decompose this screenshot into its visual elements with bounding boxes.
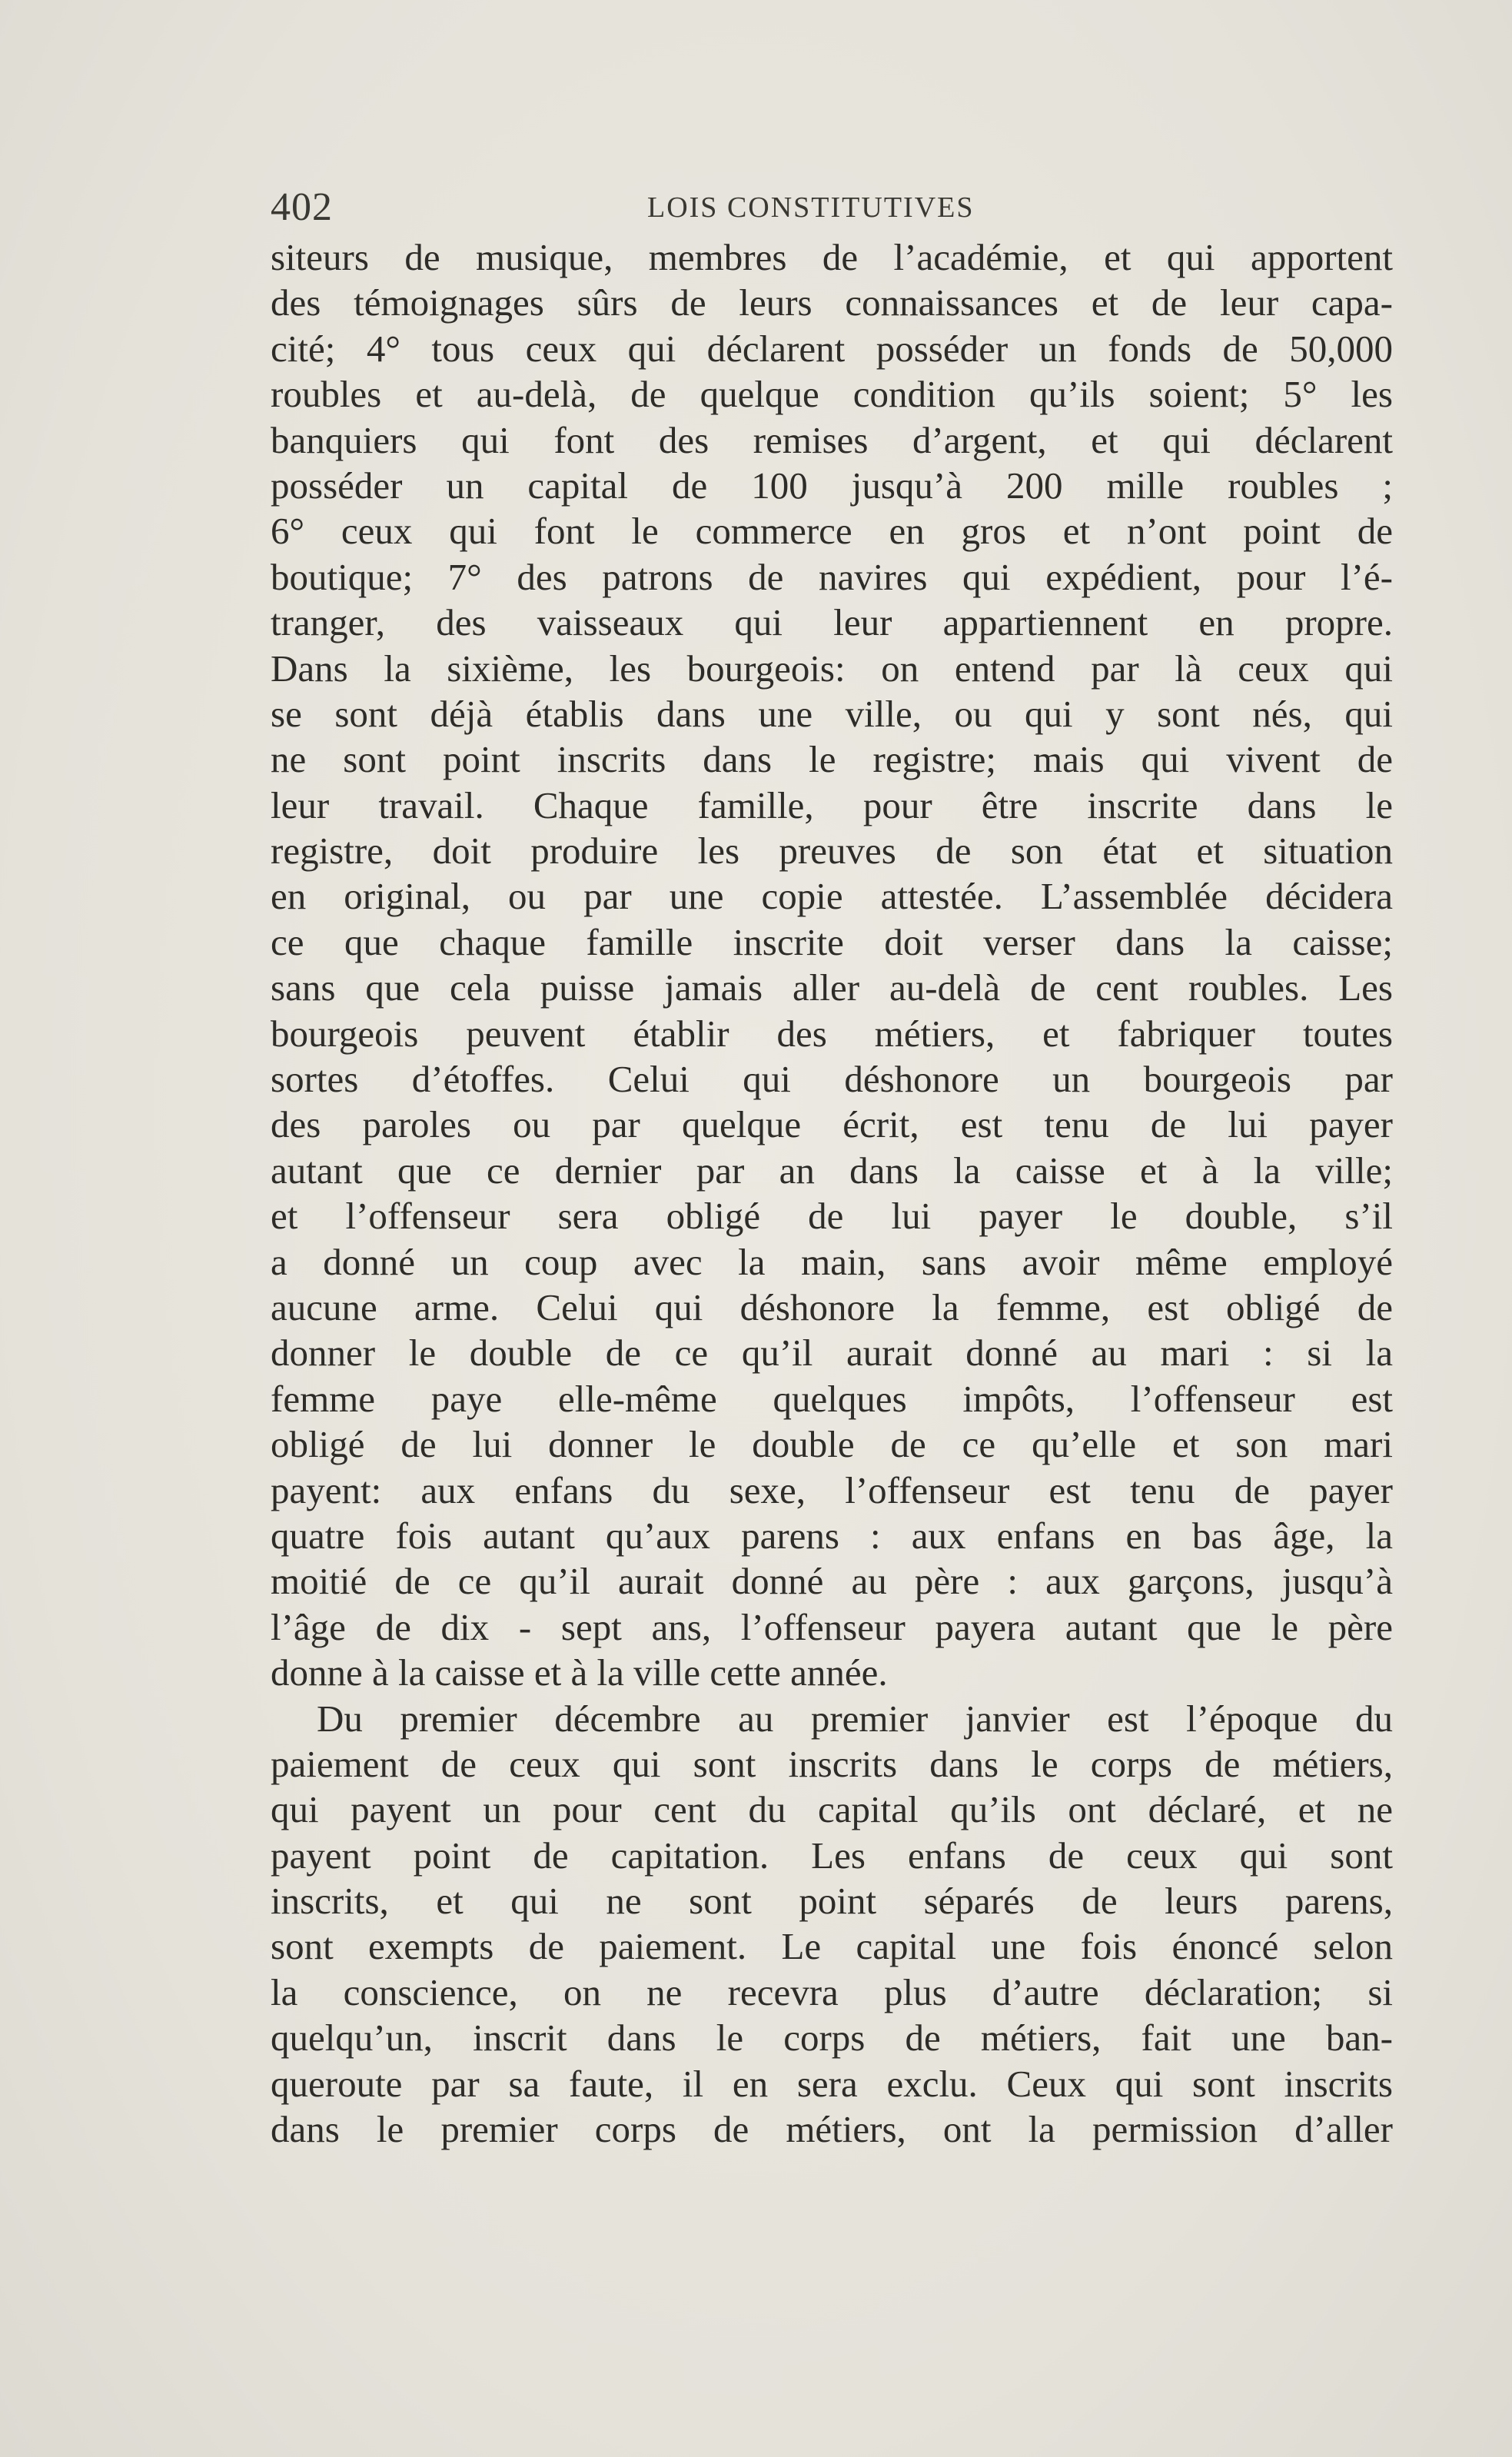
paragraph-start-line: Du premier décembre au premier janvier est l’époque du xyxy=(317,1697,1393,1740)
text-line: sans que cela puisse jamais aller au-delà de cent roubles. Les xyxy=(271,966,1393,1009)
text-line: registre, doit produire les preuves de son état et situation xyxy=(271,830,1393,873)
text-line: dans le premier corps de métiers, ont la permission d’aller xyxy=(271,2108,1393,2151)
text-line: leur travail. Chaque famille, pour être inscrite dans le xyxy=(271,783,1393,826)
text-line: se sont déjà établis dans une ville, ou qui y sont nés, qui xyxy=(271,692,1393,735)
text-line: boutique; 7° des patrons de navires qui expédient, pour l’é- xyxy=(271,555,1393,598)
running-head xyxy=(271,185,1393,231)
text-line: payent point de capitation. Les enfans de ceux qui sont xyxy=(271,1834,1393,1877)
page-number: 402 xyxy=(271,185,333,229)
text-line: ce que chaque famille inscrite doit verser dans la caisse; xyxy=(271,920,1393,963)
text-line: tranger, des vaisseaux qui leur appartiennent en propre. xyxy=(271,601,1393,644)
text-line: 6° ceux qui font le commerce en gros et n’ont point de xyxy=(271,510,1393,553)
text-line: sortes d’étoffes. Celui qui déshonore un bourgeois par xyxy=(271,1058,1393,1101)
text-line: siteurs de musique, membres de l’académie, et qui apportent xyxy=(271,236,1393,278)
text-line: queroute par sa faute, il en sera exclu. Ceux qui sont inscrits xyxy=(271,2062,1393,2105)
text-line: autant que ce dernier par an dans la caisse et à la ville; xyxy=(271,1149,1393,1192)
text-line: paiement de ceux qui sont inscrits dans le corps de métiers, xyxy=(271,1742,1393,1785)
text-line: aucune arme. Celui qui déshonore la femme, est obligé de xyxy=(271,1285,1393,1328)
text-line: Dans la sixième, les bourgeois: on entend par là ceux qui xyxy=(271,647,1393,690)
text-line: et l’offenseur sera obligé de lui payer le double, s’il xyxy=(271,1195,1393,1238)
text-line: l’âge de dix - sept ans, l’offenseur payera autant que le père xyxy=(271,1605,1393,1648)
text-line: qui payent un pour cent du capital qu’ils ont déclaré, et ne xyxy=(271,1788,1393,1831)
text-line: bourgeois peuvent établir des métiers, et fabriquer toutes xyxy=(271,1012,1393,1055)
text-line: la conscience, on ne recevra plus d’autre déclaration; si xyxy=(271,1970,1393,2013)
text-line: posséder un capital de 100 jusqu’à 200 mille roubles ; xyxy=(271,464,1393,507)
text-line: des paroles ou par quelque écrit, est tenu de lui payer xyxy=(271,1103,1393,1146)
text-line: a donné un coup avec la main, sans avoir même employé xyxy=(271,1240,1393,1283)
text-line: en original, ou par une copie attestée. L’assemblée décidera xyxy=(271,875,1393,918)
text-line: quelqu’un, inscrit dans le corps de métiers, fait une ban- xyxy=(271,2016,1393,2060)
text-line: moitié de ce qu’il aurait donné au père : aux garçons, jusqu’à xyxy=(271,1560,1393,1603)
text-line: roubles et au-delà, de quelque condition qu’ils soient; 5° les xyxy=(271,373,1393,416)
text-line: ne sont point inscrits dans le registre; mais qui vivent de xyxy=(271,738,1393,781)
text-line: cité; 4° tous ceux qui déclarent posséder un fonds de 50,000 xyxy=(271,327,1393,370)
running-title: LOIS CONSTITUTIVES xyxy=(647,191,975,224)
text-line: inscrits, et qui ne sont point séparés de leurs parens, xyxy=(271,1880,1393,1923)
text-line: sont exempts de paiement. Le capital une fois énoncé selon xyxy=(271,1925,1393,1968)
text-line: obligé de lui donner le double de ce qu’elle et son mari xyxy=(271,1423,1393,1466)
text-line: femme paye elle-même quelques impôts, l’offenseur est xyxy=(271,1377,1393,1420)
paragraph-end-line: donne à la caisse et à la ville cette année. xyxy=(271,1651,888,1694)
text-line: des témoignages sûrs de leurs connaissances et de leur capa- xyxy=(271,281,1393,324)
text-line: quatre fois autant qu’aux parens : aux enfans en bas âge, la xyxy=(271,1514,1393,1557)
body-text xyxy=(271,234,1393,2152)
text-line: donner le double de ce qu’il aurait donné au mari : si la xyxy=(271,1332,1393,1375)
text-line: banquiers qui font des remises d’argent, et qui déclarent xyxy=(271,418,1393,461)
text-line: payent: aux enfans du sexe, l’offenseur est tenu de payer xyxy=(271,1468,1393,1511)
